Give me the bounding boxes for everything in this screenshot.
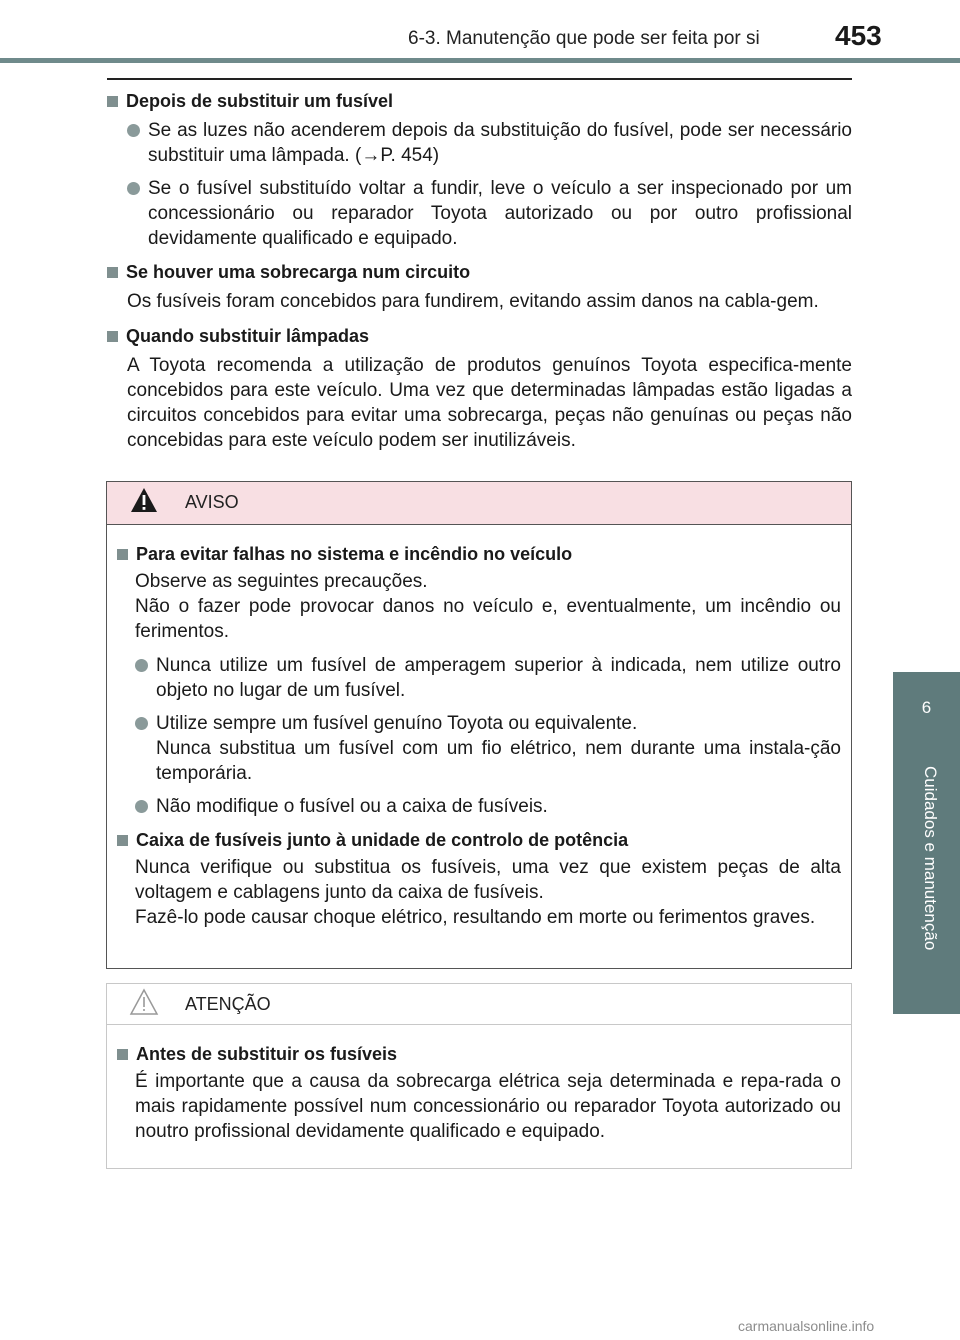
content-top-rule <box>107 78 852 80</box>
list-item: Utilize sempre um fusível genuíno Toyota ou equivalente. Nunca substitua um fusível com um fio elétrico, nem durante uma instala-ção temporária. <box>117 711 841 786</box>
watermark: carmanualsonline.info <box>738 1318 875 1334</box>
caution-box <box>106 983 852 1169</box>
warning-box <box>106 481 852 969</box>
circle-bullet-icon <box>127 182 140 195</box>
main-content <box>107 88 852 462</box>
square-bullet-icon <box>117 549 128 560</box>
caution-heading: Antes de substituir os fusíveis <box>117 1041 841 1067</box>
square-bullet-icon <box>107 96 118 107</box>
circle-bullet-icon <box>127 124 140 137</box>
caution-header <box>107 984 851 1025</box>
circle-bullet-icon <box>135 800 148 813</box>
section-title: 6-3. Manutenção que pode ser feita por si <box>408 28 760 49</box>
circle-bullet-icon <box>135 717 148 730</box>
warning-triangle-icon <box>129 486 159 514</box>
section-text: A Toyota recomenda a utilização de produtos genuínos Toyota especifica-mente concebidos para este veículo. Uma vez que determinadas lâmpadas estão ligadas a circuitos concebidos para evitar uma sobrecarga, peças não genuínas ou peças não concebidas para este veículo podem ser inutilizáveis. <box>127 355 852 451</box>
circle-bullet-icon <box>135 659 148 672</box>
section-heading: Depois de substituir um fusível <box>107 88 852 114</box>
section-heading: Se houver uma sobrecarga num circuito <box>107 259 852 285</box>
warning-text: Nunca verifique ou substitua os fusíveis, uma vez que existem peças de alta voltagem e cablagens junto da caixa de fusíveis. Fazê-lo pode causar choque elétrico, resultando em morte ou ferimentos graves. <box>135 857 841 928</box>
section-heading: Quando substituir lâmpadas <box>107 323 852 349</box>
header-rule <box>0 58 960 63</box>
square-bullet-icon <box>117 1049 128 1060</box>
warning-header <box>107 482 851 525</box>
square-bullet-icon <box>107 267 118 278</box>
warning-heading: Caixa de fusíveis junto à unidade de controlo de potência <box>117 827 841 853</box>
warning-body <box>107 525 851 930</box>
warning-heading: Para evitar falhas no sistema e incêndio no veículo <box>117 541 841 567</box>
section-replacing-bulbs <box>107 323 852 453</box>
section-circuit-overload <box>107 259 852 314</box>
section-after-replacing <box>107 88 852 251</box>
chapter-tab-number: 6 <box>893 672 960 744</box>
caution-label: ATENÇÃO <box>185 994 271 1014</box>
warning-label: AVISO <box>185 492 239 512</box>
warning-text: Observe as seguintes precauções. Não o fazer pode provocar danos no veículo e, eventualmente, um incêndio ou ferimentos. <box>135 571 841 642</box>
page-header <box>0 0 960 70</box>
list-item: Se o fusível substituído voltar a fundir, leve o veículo a ser inspecionado por um concessionário ou reparador Toyota autorizado ou por outro profissional devidamente qualificado e equipado. <box>107 176 852 251</box>
chapter-tab-label: Cuidados e manutenção <box>921 766 940 951</box>
square-bullet-icon <box>107 331 118 342</box>
list-item: Nunca utilize um fusível de amperagem superior à indicada, nem utilize outro objeto no lugar de um fusível. <box>117 653 841 703</box>
square-bullet-icon <box>117 835 128 846</box>
caution-body <box>107 1025 851 1144</box>
list-item: Se as luzes não acenderem depois da substituição do fusível, pode ser necessário substituir uma lâmpada. (→P. 454) <box>107 118 852 168</box>
page-number: 453 <box>835 20 882 51</box>
caution-text: É importante que a causa da sobrecarga elétrica seja determinada e repa-rada o mais rapidamente possível num concessionário ou reparador Toyota autorizado ou noutro profissional devidamente qualificado e equipado. <box>135 1071 841 1142</box>
caution-triangle-icon <box>129 988 159 1016</box>
section-text: Os fusíveis foram concebidos para fundirem, evitando assim danos na cabla-gem. <box>127 291 819 312</box>
list-item: Não modifique o fusível ou a caixa de fusíveis. <box>117 794 841 819</box>
